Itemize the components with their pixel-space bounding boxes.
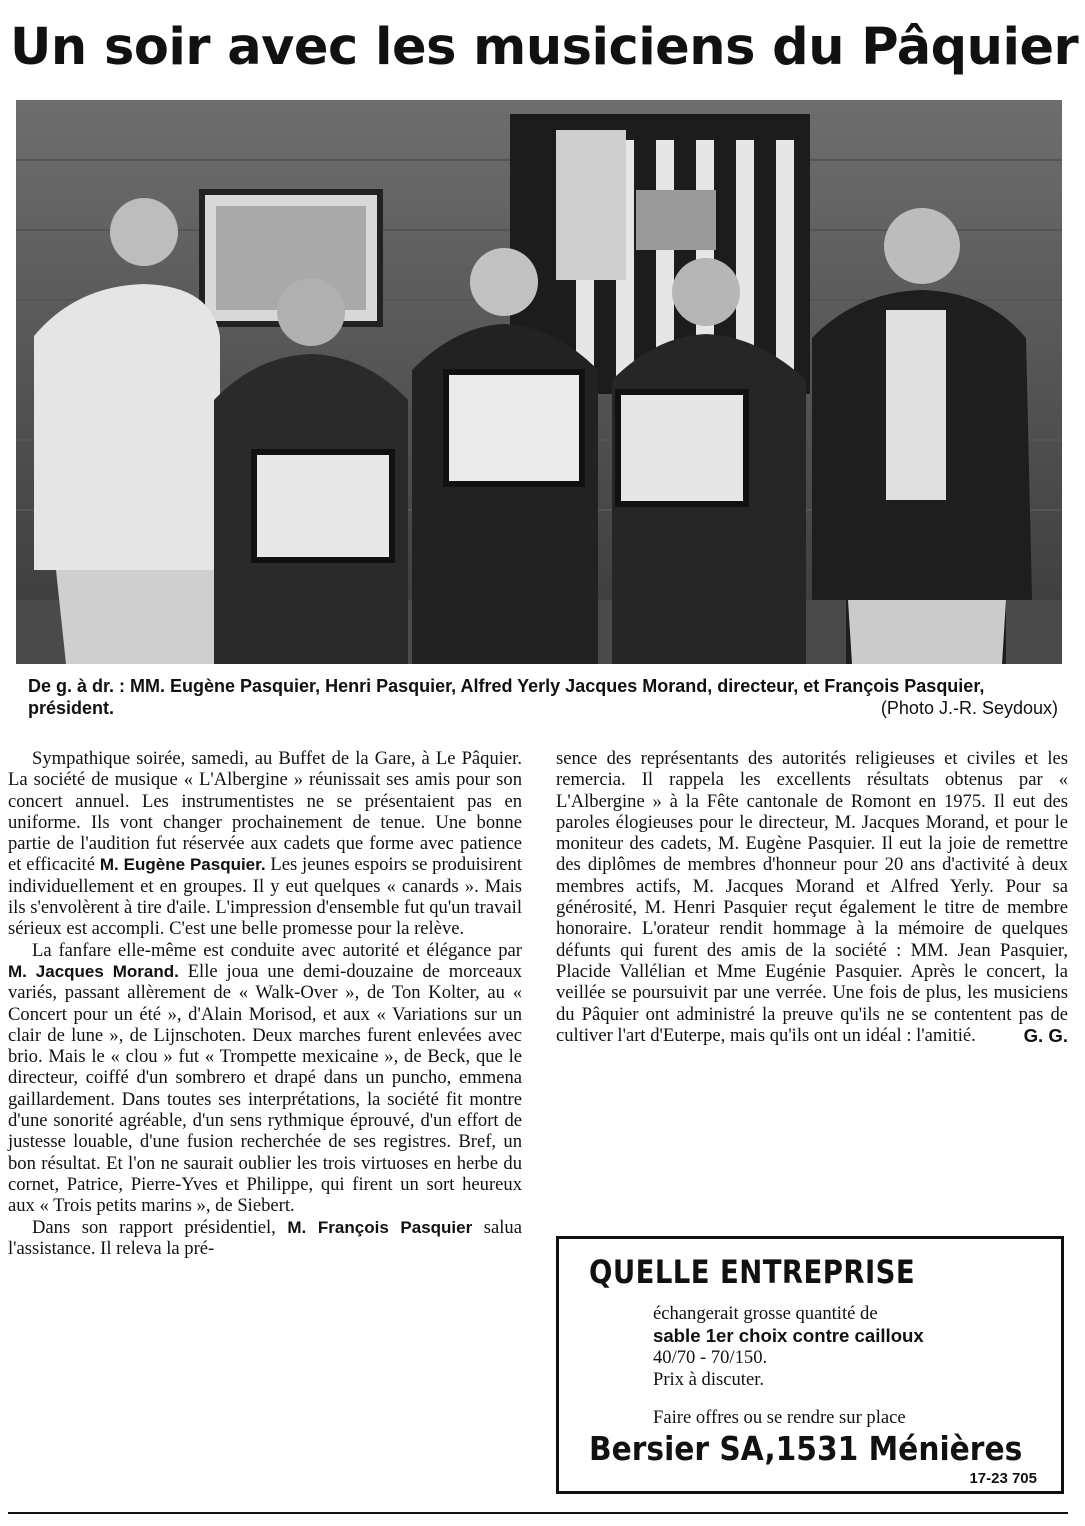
photo xyxy=(16,100,1062,664)
article-left-column xyxy=(8,748,522,1259)
article-paragraph-1: Sympathique soirée, samedi, au Buffet de la Gare, à Le Pâquier. La société de musique « L'Albergine » réunissait ses amis pour son concert annuel. Les instrumentistes ne se présentaient pas en uniforme. Ils vont changer prochainement de tenue. Une bonne partie de l'audition fut réservée aux cadets que forme avec patience et efficacité M. Eugène Pasquier. Les jeunes espoirs se produisirent individuellement et en groupes. Il y eut quelques « canards ». Mais ils s'envolèrent à tire d'aile. L'impression d'ensemble fut qu'un travail sérieux est accompli. C'est une belle promesse pour la relève. xyxy=(8,748,522,940)
article-signature: G. G. xyxy=(1023,1024,1068,1046)
ad-title: QUELLE ENTREPRISE xyxy=(589,1253,916,1291)
ad-reference: 17-23 705 xyxy=(969,1470,1037,1487)
ad-company: Bersier SA,1531 Ménières xyxy=(589,1429,1023,1468)
advertisement xyxy=(556,1236,1064,1494)
ad-offer: Faire offres ou se rendre sur place xyxy=(653,1407,906,1428)
photo-group-five-men-icon xyxy=(16,100,1062,664)
photo-credit: (Photo J.-R. Seydoux) xyxy=(880,698,1058,718)
article-paragraph-2: La fanfare elle-même est conduite avec autorité et élégance par M. Jacques Morand. Elle joua une demi-douzaine de morceaux variés, passant allèrement de « Walk-Over », de Ton Kolter, au « Concert pour un été », d'Alain Morisod, et aux « Variations sur un clair de lune », de Lijnschoten. Deux marches furent enlevées avec brio. Mais le « clou » fut « Trompette mexicaine », de Beck, que le directeur, coiffé d'un sombrero et drapé dans un puncho, emmena gaillardement. Dans toutes ses interprétations, la société fit montre d'une sonorité agréable, d'un sens rythmique éprouvé, d'un effort de justesse louable, d'une fusion recherchée de ses registres. Bref, un bon résultat. Et l'on ne saurait oublier les trois virtuoses en herbe du cornet, Patrice, Pierre-Yves et Philippe, qui firent un sort heureux aux « Trois petits marins », de Siebert. xyxy=(8,939,523,1217)
headline: Un soir avec les musiciens du Pâquier xyxy=(10,18,1079,77)
photo-caption xyxy=(28,675,1058,719)
ad-line-3: 40/70 - 70/150. xyxy=(653,1347,768,1368)
caption-text: De g. à dr. : MM. Eugène Pasquier, Henri Pasquier, Alfred Yerly Jacques Morand, directeur, et François Pasquier, président. xyxy=(28,676,985,718)
ad-line-1: échangerait grosse quantité de xyxy=(653,1303,878,1324)
article-right-column xyxy=(556,748,1068,1046)
ad-line-2: sable 1er choix contre cailloux xyxy=(653,1324,924,1346)
bottom-rule xyxy=(8,1512,1068,1514)
ad-body xyxy=(653,1303,1033,1390)
article-paragraph-3: Dans son rapport présidentiel, M. François Pasquier salua l'assistance. Il releva la pré- xyxy=(8,1216,522,1259)
ad-line-4: Prix à discuter. xyxy=(653,1368,765,1390)
article-paragraph-4: sence des représentants des autorités religieuses et civiles et les remercia. Il rappela les excellents résultats obtenus par « L'Albergine » à la Fête cantonale de Romont en 1975. Il eut des paroles élogieuses pour le directeur, M. Jacques Morand, et pour le moniteur des cadets, M. Eugène Pasquier. Il eut la joie de remettre des diplômes de membres d'honneur pour 20 ans d'activité à deux membres actifs, M. Jacques Morand et Alfred Yerly. Pour sa générosité, M. Henri Pasquier reçut également le titre de membre honoraire. L'orateur rendit hommage à la mémoire de quelques défunts qui furent des amis de la société : MM. Jean Pasquier, Placide Vallélian et Mme Eugénie Pasquier. Après le concert, la veillée se poursuivit par une verrée. Une fois de plus, les musiciens du Pâquier ont administré la preuve qu'ils ne se contentent pas de cultiver l'art d'Euterpe, mais qu'ils ont un idéal : l'amitié. G. G. xyxy=(556,748,1068,1046)
